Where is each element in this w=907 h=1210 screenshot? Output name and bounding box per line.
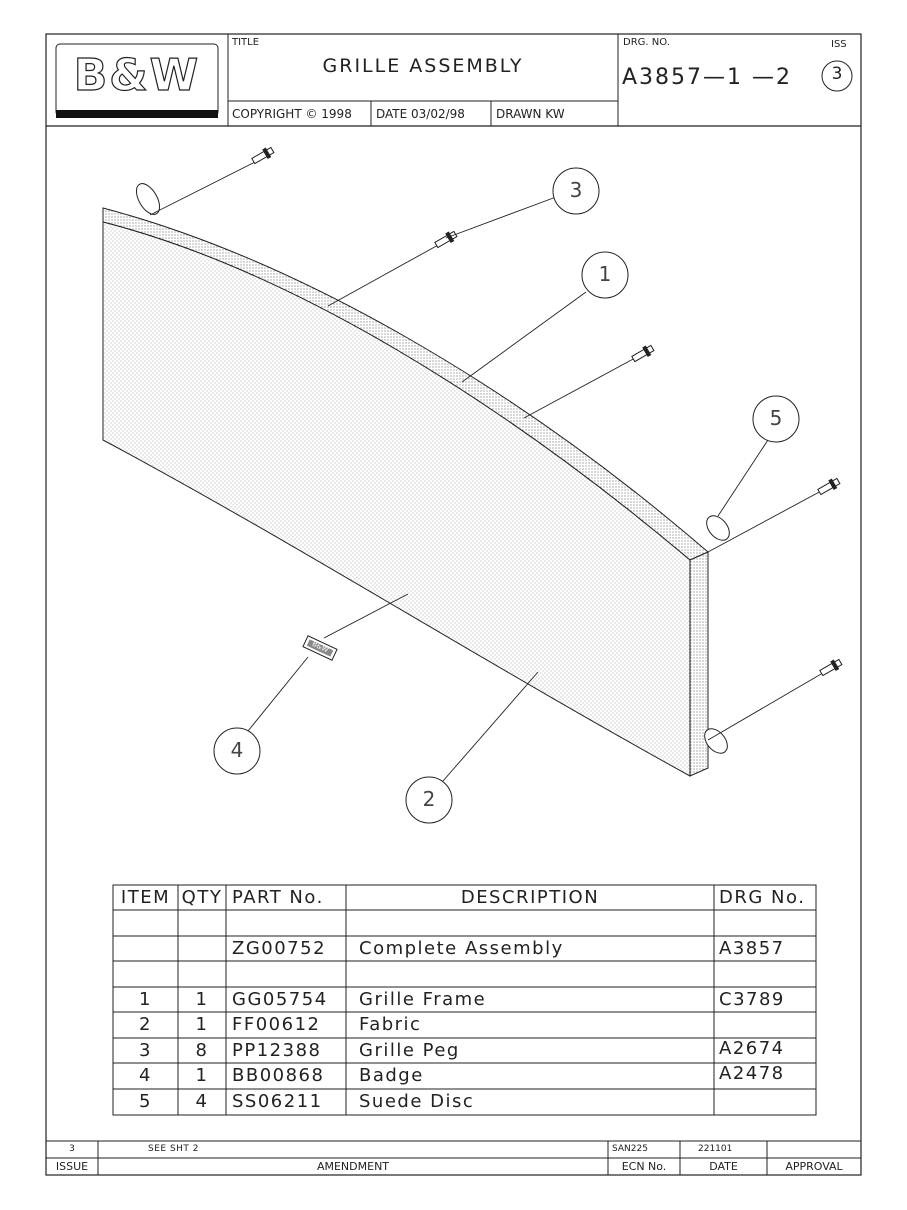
amendment-header-issue: ISSUE (55, 1160, 89, 1173)
title-caption: TITLE (232, 37, 260, 48)
grille-peg-icon (434, 230, 458, 250)
balloon-5-label: 5 (769, 406, 783, 430)
amendment-header-ecn: ECN No. (621, 1160, 667, 1173)
balloon-2-label: 2 (422, 787, 436, 811)
row-6-qty: 1 (195, 1065, 209, 1086)
suede-disc-icon (132, 180, 165, 218)
row-3-drg: C3789 (719, 989, 785, 1010)
grille-peg-icon (817, 477, 841, 497)
row-5-part: PP12388 (232, 1040, 322, 1061)
drg-number: A3857—1 —2 (622, 65, 793, 90)
drg-caption: DRG. NO. (623, 37, 670, 48)
suede-disc-icon (702, 511, 734, 544)
amendment-issue: 3 (69, 1144, 75, 1154)
balloon-4-label: 4 (230, 738, 244, 762)
row-6-desc: Badge (359, 1065, 424, 1086)
drawn-label: DRAWN KW (496, 107, 565, 121)
row-6-drg: A2478 (719, 1063, 785, 1084)
badge-text: B&W (310, 639, 330, 655)
row-5-item: 3 (139, 1040, 152, 1061)
balloon-1-label: 1 (598, 262, 612, 286)
iss-caption: ISS (831, 39, 847, 50)
row-4-desc: Fabric (359, 1014, 422, 1035)
row-5-qty: 8 (195, 1040, 209, 1061)
header-drg: DRG No. (719, 887, 806, 908)
company-logo: B&W (73, 50, 201, 101)
row-6-item: 4 (139, 1065, 152, 1086)
row-3-desc: Grille Frame (359, 989, 487, 1010)
header-part: PART No. (232, 887, 324, 908)
amendment-date: 221101 (698, 1144, 733, 1154)
row-7-part: SS06211 (232, 1091, 323, 1112)
row-7-qty: 4 (195, 1091, 209, 1112)
row-1-part: ZG00752 (232, 938, 327, 959)
row-1-desc: Complete Assembly (359, 938, 564, 959)
copyright-label: COPYRIGHT © 1998 (232, 107, 352, 121)
row-6-part: BB00868 (232, 1065, 325, 1086)
amendment-ecn: SAN225 (612, 1144, 648, 1154)
row-3-item: 1 (139, 989, 152, 1010)
row-7-desc: Suede Disc (359, 1091, 475, 1112)
row-5-drg: A2674 (719, 1038, 785, 1059)
header-item: ITEM (120, 887, 171, 908)
amendment-header-amendment: AMENDMENT (316, 1160, 390, 1173)
row-5-desc: Grille Peg (359, 1040, 460, 1061)
amendment-header-approval: APPROVAL (785, 1160, 843, 1173)
grille-peg-icon (819, 658, 843, 678)
row-3-qty: 1 (195, 989, 209, 1010)
row-3-part: GG05754 (232, 989, 328, 1010)
header-description: DESCRIPTION (460, 887, 600, 908)
row-1-drg: A3857 (719, 938, 785, 959)
row-4-part: FF00612 (232, 1014, 321, 1035)
balloon-3-label: 3 (569, 178, 583, 202)
date-label: DATE 03/02/98 (376, 107, 465, 121)
row-7-item: 5 (139, 1091, 152, 1112)
drawing-title: GRILLE ASSEMBLY (322, 55, 524, 77)
grille-peg-icon (251, 146, 275, 166)
grille-peg-icon (631, 344, 655, 364)
header-qty: QTY (181, 887, 223, 908)
row-4-qty: 1 (195, 1014, 209, 1035)
row-4-item: 2 (139, 1014, 152, 1035)
issue-number: 3 (831, 64, 843, 84)
amendment-header-date: DATE (709, 1160, 738, 1173)
amendment-text: SEE SHT 2 (148, 1144, 200, 1154)
